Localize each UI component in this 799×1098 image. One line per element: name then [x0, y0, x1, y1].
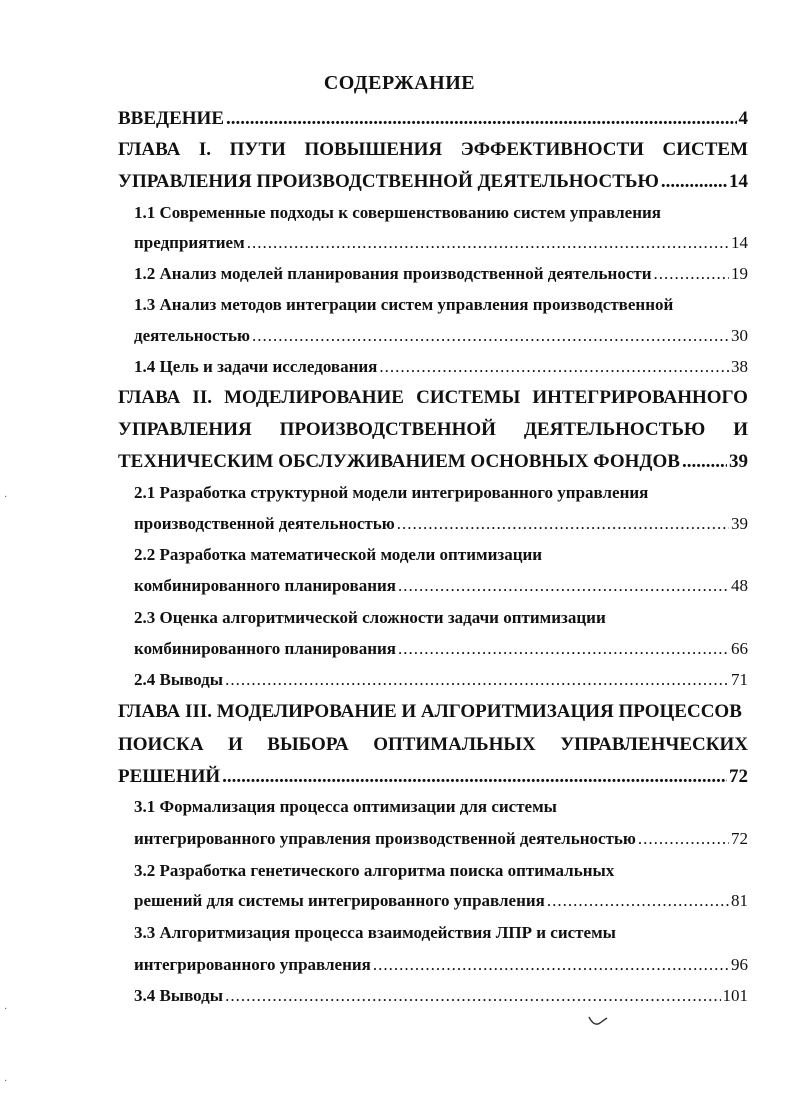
toc-chapter-2-line-3[interactable]: [118, 447, 748, 477]
toc-entry-text: комбинированного планирования: [134, 639, 396, 658]
toc-entry-text: решений для системы интегрированного управления: [134, 891, 545, 910]
word: ДЕЯТЕЛЬНОСТЬЮ: [523, 419, 706, 440]
toc-section-2-2-line-2[interactable]: [134, 571, 748, 601]
toc-section-1-1-line-2[interactable]: [134, 228, 748, 258]
toc-page-number: 30: [731, 326, 748, 345]
toc-page-number: 39: [731, 514, 748, 533]
word: И: [228, 734, 243, 755]
leader-dots: [654, 259, 729, 289]
toc-section-3-1-line-2[interactable]: [134, 824, 748, 854]
toc-page-number: 19: [731, 264, 748, 283]
toc-section-3-1-line-1[interactable]: 3.1 Формализация процесса оптимизации для системы: [134, 797, 557, 816]
toc-page-number: 96: [731, 955, 748, 974]
toc-section-2-3-line-1[interactable]: 2.3 Оценка алгоритмической сложности задачи оптимизации: [134, 608, 606, 627]
word: ИНТЕГРИРОВАННОГО: [532, 387, 748, 408]
word: ЭФФЕКТИВНОСТИ: [460, 139, 644, 160]
toc-section-2-2-line-1[interactable]: 2.2 Разработка математической модели оптимизации: [134, 545, 543, 564]
leader-dots: [226, 104, 737, 134]
toc-chapter-1-line-1[interactable]: [118, 135, 748, 165]
leader-dots: [682, 447, 727, 477]
word: СИСТЕМ: [662, 139, 748, 160]
word: СИСТЕМЫ: [416, 387, 521, 408]
toc-chapter-2-line-2[interactable]: [118, 415, 748, 445]
toc-entry-text: РЕШЕНИЙ: [118, 766, 221, 787]
leader-dots: [252, 321, 729, 351]
toc-page-number: 4: [738, 108, 748, 129]
toc-section-3-2-line-1[interactable]: 3.2 Разработка генетического алгоритма поиска оптимальных: [134, 861, 615, 880]
toc-entry-text: 1.4 Цель и задачи исследования: [134, 357, 378, 376]
leader-dots: [379, 352, 729, 382]
toc-chapter-2-line-1[interactable]: [118, 383, 748, 413]
toc-entry-text: 3.4 Выводы: [134, 986, 224, 1005]
scan-mark-icon: [586, 1014, 610, 1030]
toc-page-number: 38: [731, 357, 748, 376]
toc-section-1-2[interactable]: [134, 259, 748, 289]
toc-chapter-3-line-3[interactable]: [118, 762, 748, 792]
scan-dot-icon: ·: [4, 1004, 8, 1015]
toc-section-2-4[interactable]: [134, 665, 748, 695]
scan-dot-icon: ·: [4, 492, 8, 503]
word: ГЛАВА: [118, 387, 181, 408]
toc-entry-text: интегрированного управления производственной деятельностью: [134, 829, 636, 848]
toc-section-3-4[interactable]: [134, 981, 748, 1011]
word: УПРАВЛЕНЧЕСКИХ: [560, 734, 748, 755]
leader-dots: [225, 981, 720, 1011]
leader-dots: [397, 509, 729, 539]
toc-entry-text: УПРАВЛЕНИЯ ПРОИЗВОДСТВЕННОЙ ДЕЯТЕЛЬНОСТЬЮ: [118, 171, 659, 192]
toc-chapter-3-line-1[interactable]: ГЛАВА III. МОДЕЛИРОВАНИЕ И АЛГОРИТМИЗАЦИЯ ПРОЦЕССОВ: [118, 701, 742, 722]
toc-entry-text: ВВЕДЕНИЕ: [118, 108, 224, 129]
toc-page-number: 72: [731, 829, 748, 848]
toc-page-number: 39: [729, 451, 748, 472]
word: ВЫБОРА: [267, 734, 349, 755]
word: И: [733, 419, 748, 440]
toc-entry-intro[interactable]: [118, 104, 748, 134]
toc-page-number: 71: [731, 670, 748, 689]
toc-page-number: 14: [729, 171, 748, 192]
toc-entry-text: ТЕХНИЧЕСКИМ ОБСЛУЖИВАНИЕМ ОСНОВНЫХ ФОНДОВ: [118, 451, 680, 472]
toc-entry-text: интегрированного управления: [134, 955, 371, 974]
word: ПУТИ: [229, 139, 286, 160]
toc-entry-text: 1.2 Анализ моделей планирования производственной деятельности: [134, 264, 652, 283]
toc-page-number: 101: [722, 986, 748, 1005]
toc-entry-text: 2.4 Выводы: [134, 670, 224, 689]
toc-section-2-1-line-2[interactable]: [134, 509, 748, 539]
word: I.: [198, 139, 212, 160]
toc-chapter-3-line-2[interactable]: [118, 730, 748, 760]
leader-dots: [661, 167, 727, 197]
toc-section-3-2-line-2[interactable]: [134, 886, 748, 916]
toc-entry-text: производственной деятельностью: [134, 514, 395, 533]
leader-dots: [638, 824, 729, 854]
toc-page-number: 66: [731, 639, 748, 658]
word: МОДЕЛИРОВАНИЕ: [224, 387, 404, 408]
toc-chapter-1-line-2[interactable]: [118, 167, 748, 197]
word: ОПТИМАЛЬНЫХ: [373, 734, 536, 755]
toc-section-2-1-line-1[interactable]: 2.1 Разработка структурной модели интегрированного управления: [134, 483, 649, 502]
page-title: СОДЕРЖАНИЕ: [323, 72, 476, 94]
toc-section-1-3-line-2[interactable]: [134, 321, 748, 351]
toc-page-number: 14: [731, 233, 748, 252]
word: ПОИСКА: [118, 734, 204, 755]
toc-section-3-3-line-1[interactable]: 3.3 Алгоритмизация процесса взаимодействия ЛПР и системы: [134, 923, 616, 942]
scan-dot-icon: ·: [4, 1076, 8, 1087]
toc-entry-text: предприятием: [134, 233, 245, 252]
leader-dots: [373, 950, 729, 980]
word: УПРАВЛЕНИЯ: [118, 419, 252, 440]
toc-section-1-4[interactable]: [134, 352, 748, 382]
leader-dots: [398, 634, 729, 664]
word: II.: [192, 387, 212, 408]
toc-page-number: 48: [731, 576, 748, 595]
leader-dots: [225, 665, 729, 695]
word: ПРОИЗВОДСТВЕННОЙ: [279, 419, 496, 440]
toc-section-2-3-line-2[interactable]: [134, 634, 748, 664]
toc-section-3-3-line-2[interactable]: [134, 950, 748, 980]
toc-page-number: 81: [731, 891, 748, 910]
leader-dots: [247, 228, 729, 258]
word: ПОВЫШЕНИЯ: [304, 139, 443, 160]
toc-page-number: 72: [729, 766, 748, 787]
toc-section-1-1-line-1[interactable]: 1.1 Современные подходы к совершенствованию систем управления: [134, 203, 661, 222]
word: ГЛАВА: [118, 139, 181, 160]
toc-entry-text: комбинированного планирования: [134, 576, 396, 595]
leader-dots: [398, 571, 729, 601]
leader-dots: [547, 886, 729, 916]
toc-entry-text: деятельностью: [134, 326, 250, 345]
leader-dots: [222, 762, 727, 792]
toc-section-1-3-line-1[interactable]: 1.3 Анализ методов интеграции систем управления производственной: [134, 295, 674, 314]
